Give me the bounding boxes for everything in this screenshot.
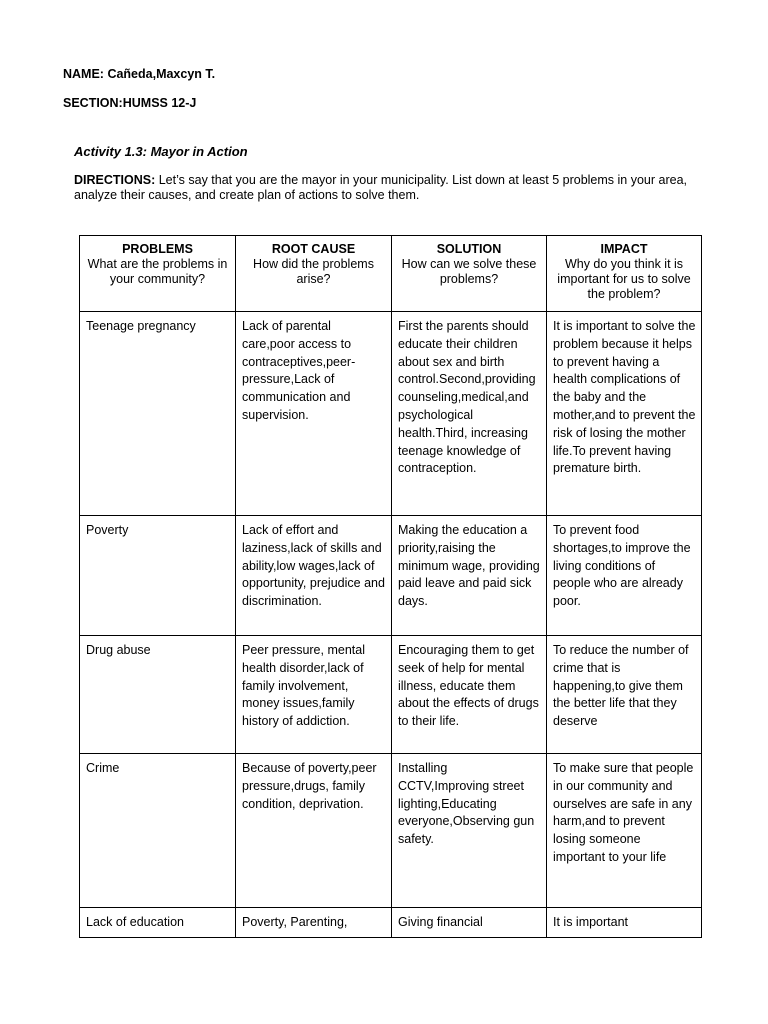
problem-cell: Teenage pregnancy <box>80 312 236 516</box>
table-row <box>80 312 702 516</box>
column-title: SOLUTION <box>436 242 502 256</box>
column-title: PROBLEMS <box>122 242 193 256</box>
column-subtitle: How did the problems arise? <box>253 257 374 286</box>
problem-cell: Crime <box>80 754 236 908</box>
column-title: IMPACT <box>600 242 648 256</box>
table-row <box>80 516 702 636</box>
table-row <box>80 754 702 908</box>
column-title: ROOT CAUSE <box>271 242 356 256</box>
directions-text: Let’s say that you are the mayor in your municipality. List down at least 5 problems in your area, analyze their causes, and create plan of actions to solve them. <box>74 173 687 202</box>
problem-cell: Poverty <box>80 516 236 636</box>
impact-cell: It is important <box>547 908 702 938</box>
solution-cell: Encouraging them to get seek of help for mental illness, educate them about the effects of drugs to their life. <box>392 636 547 754</box>
directions-label: DIRECTIONS: <box>74 173 156 187</box>
root-cause-cell: Peer pressure, mental health disorder,lack of family involvement, money issues,family history of addiction. <box>236 636 392 754</box>
solution-cell: Installing CCTV,Improving street lighting,Educating everyone,Observing gun safety. <box>392 754 547 908</box>
column-subtitle: Why do you think it is important for us to solve the problem? <box>557 257 691 301</box>
table-row <box>80 636 702 754</box>
root-cause-cell: Lack of effort and laziness,lack of skills and ability,low wages,lack of opportunity, prejudice and discrimination. <box>236 516 392 636</box>
table-header-row <box>80 236 702 312</box>
student-name: NAME: Cañeda,Maxcyn T. <box>63 67 216 81</box>
root-cause-cell: Lack of parental care,poor access to contraceptives,peer-pressure,Lack of communication and supervision. <box>236 312 392 516</box>
problems-table <box>79 235 702 938</box>
impact-cell: It is important to solve the problem because it helps to prevent having a health complications of the baby and the mother,and to prevent the risk of losing the mother life.To prevent having premature birth. <box>547 312 702 516</box>
activity-title: Activity 1.3: Mayor in Action <box>74 144 248 159</box>
root-cause-cell: Because of poverty,peer pressure,drugs, family condition, deprivation. <box>236 754 392 908</box>
directions <box>74 173 704 203</box>
student-section: SECTION:HUMSS 12-J <box>63 96 197 110</box>
problem-cell: Drug abuse <box>80 636 236 754</box>
problem-cell: Lack of education <box>80 908 236 938</box>
impact-cell: To make sure that people in our community and ourselves are safe in any harm,and to prevent losing someone important to your life <box>547 754 702 908</box>
column-header-impact <box>547 236 702 312</box>
impact-cell: To reduce the number of crime that is happening,to give them the better life that they deserve <box>547 636 702 754</box>
root-cause-cell: Poverty, Parenting, <box>236 908 392 938</box>
solution-cell: First the parents should educate their children about sex and birth control.Second,providing counseling,medical,and psychological health.Third, increasing teenage knowledge of contraception. <box>392 312 547 516</box>
column-header-root-cause <box>236 236 392 312</box>
column-subtitle: What are the problems in your community? <box>87 257 228 286</box>
column-header-problems <box>80 236 236 312</box>
table-row <box>80 908 702 938</box>
column-header-solution <box>392 236 547 312</box>
column-subtitle: How can we solve these problems? <box>401 257 537 286</box>
impact-cell: To prevent food shortages,to improve the living conditions of people who are already poor. <box>547 516 702 636</box>
solution-cell: Giving financial <box>392 908 547 938</box>
solution-cell: Making the education a priority,raising the minimum wage, providing paid leave and paid sick days. <box>392 516 547 636</box>
